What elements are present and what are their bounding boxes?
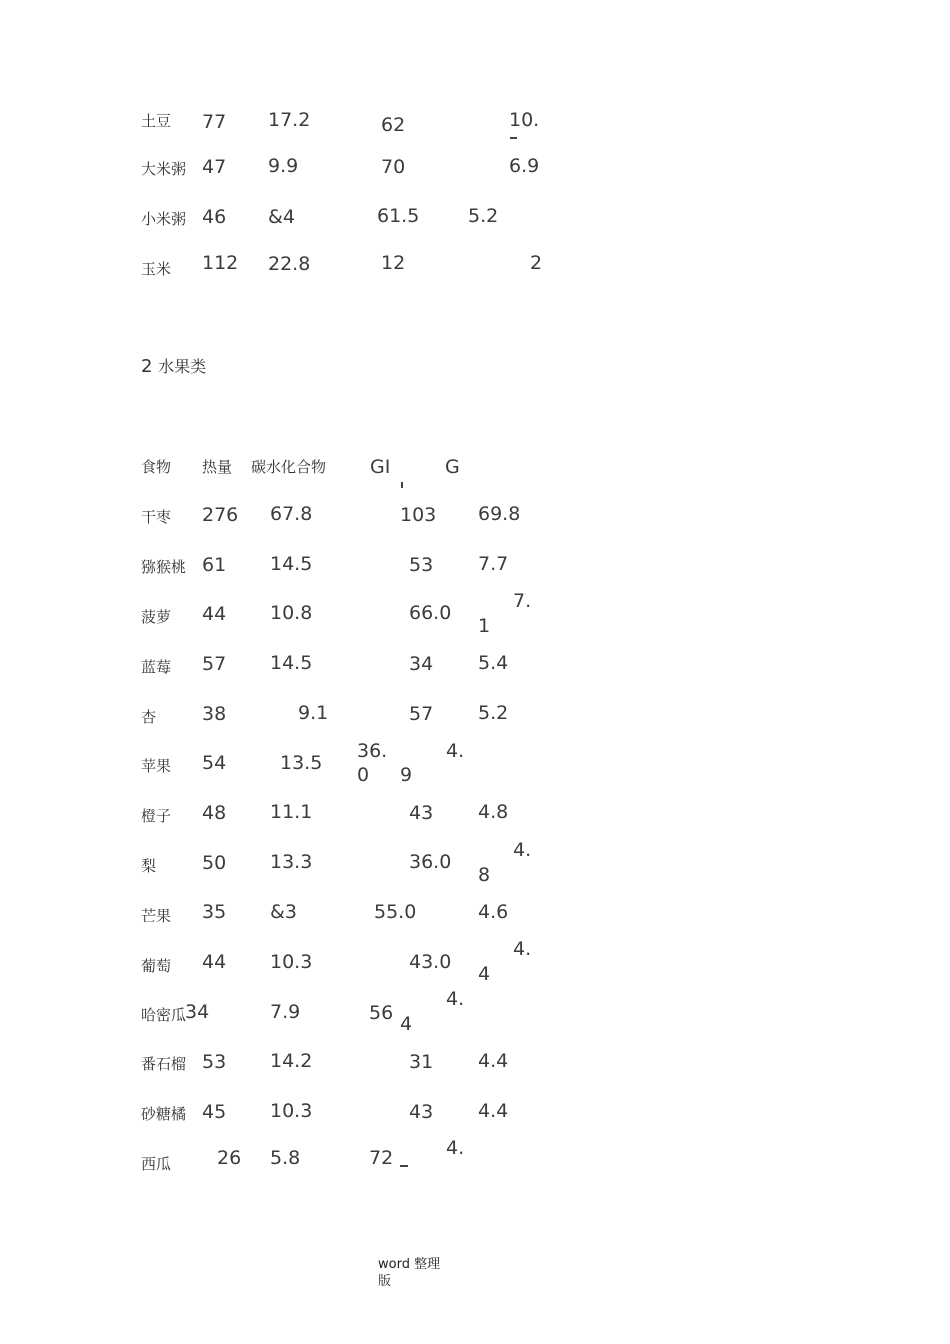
grain-calories: 46 xyxy=(202,206,227,228)
fruit-calories: 48 xyxy=(202,802,227,824)
fruit-carbs: 11.1 xyxy=(270,801,313,823)
fruit-name: 橙子 xyxy=(141,807,172,825)
fruit-gl: 4. xyxy=(446,1137,465,1159)
fruit-name: 杏 xyxy=(141,708,157,726)
fruit-calories: 54 xyxy=(202,752,227,774)
fruit-gl-part: 4. xyxy=(513,839,532,861)
fruit-name: 葡萄 xyxy=(141,957,172,975)
fruit-carbs: 14.2 xyxy=(270,1050,313,1072)
fruit-name: 哈密瓜 xyxy=(141,1006,187,1024)
fruit-carbs: 5.8 xyxy=(270,1147,301,1169)
fruit-gi: 72 xyxy=(369,1147,394,1169)
fruit-gl: 4.6 xyxy=(478,901,509,923)
grain-name: 大米粥 xyxy=(141,160,187,178)
fruit-gi-part: 0 xyxy=(357,764,370,786)
fruit-gl: 4.4 xyxy=(478,1050,509,1072)
grain-carbs: 17.2 xyxy=(268,109,311,131)
fruit-gi: 43.0 xyxy=(409,951,452,973)
section-title: 水果类 xyxy=(158,357,207,376)
fruit-gi: 43 xyxy=(409,802,434,824)
grain-gl: 10. xyxy=(509,109,540,131)
fruit-gi: 53 xyxy=(409,554,434,576)
grain-gi: 62 xyxy=(381,114,406,136)
fruit-carbs: 10.8 xyxy=(270,602,313,624)
fruit-gi: 31 xyxy=(409,1051,434,1073)
fruit-name: 番石榴 xyxy=(141,1055,187,1073)
section-number: 2 xyxy=(141,356,153,377)
fruit-calories: 44 xyxy=(202,951,227,973)
grain-name: 土豆 xyxy=(141,112,172,130)
grain-gl: 6.9 xyxy=(509,155,540,177)
header-carbs: 碳水化合物 xyxy=(251,458,327,476)
grain-gl: 5.2 xyxy=(468,205,499,227)
grain-gi: 12 xyxy=(381,252,406,274)
fruit-gl: 7.7 xyxy=(478,553,509,575)
fruit-carbs: 7.9 xyxy=(270,1001,301,1023)
fruit-gi: 103 xyxy=(400,504,437,526)
grain-carbs: 9.9 xyxy=(268,155,299,177)
fruit-gi: 66.0 xyxy=(409,602,452,624)
grain-calories: 47 xyxy=(202,156,227,178)
fruit-calories: 44 xyxy=(202,603,227,625)
fruit-calories: 34 xyxy=(185,1001,210,1023)
fruit-gl: 4.8 xyxy=(478,801,509,823)
fruit-gi: 57 xyxy=(409,703,434,725)
footer-line-2: 版 xyxy=(378,1274,392,1289)
fruit-gi: 36.0 xyxy=(409,851,452,873)
fruit-name: 砂糖橘 xyxy=(141,1105,187,1123)
fruit-carbs: 13.5 xyxy=(280,752,323,774)
fruit-carbs: 9.1 xyxy=(298,702,329,724)
fruit-carbs: 13.3 xyxy=(270,851,313,873)
fruit-gl-part: 4 xyxy=(400,1013,413,1035)
fruit-gl: 4.4 xyxy=(478,1100,509,1122)
fruit-gl-part: 4. xyxy=(446,988,465,1010)
fruit-name: 芒果 xyxy=(141,907,172,925)
fruit-carbs: 14.5 xyxy=(270,652,313,674)
fruit-gi: 34 xyxy=(409,653,434,675)
header-gi: GI xyxy=(370,456,391,478)
fruit-name: 苹果 xyxy=(141,757,172,775)
fruit-gl-part: 7. xyxy=(513,590,532,612)
fruit-calories: 45 xyxy=(202,1101,227,1123)
fruit-calories: 50 xyxy=(202,852,227,874)
grain-carbs: &4 xyxy=(268,206,295,228)
fruit-name: 干枣 xyxy=(141,508,172,526)
grain-name: 小米粥 xyxy=(141,210,187,228)
fruit-gl: 5.2 xyxy=(478,702,509,724)
fruit-gl-part: 9 xyxy=(400,764,413,786)
grain-carbs: 22.8 xyxy=(268,253,311,275)
grain-gi: 70 xyxy=(381,156,406,178)
fruit-gl: 69.8 xyxy=(478,503,521,525)
fruit-calories: 35 xyxy=(202,901,227,923)
fruit-name: 猕猴桃 xyxy=(141,558,187,576)
footer-line-1: word 整理 xyxy=(378,1257,441,1272)
grain-name: 玉米 xyxy=(141,260,172,278)
fruit-calories: 26 xyxy=(217,1147,242,1169)
fruit-gl-part: 4 xyxy=(478,963,491,985)
clipped-glyph xyxy=(401,482,403,488)
fruit-gl-part: 1 xyxy=(478,615,491,637)
grain-gl: 2 xyxy=(530,252,543,274)
fruit-name: 菠萝 xyxy=(141,608,172,626)
fruit-name: 蓝莓 xyxy=(141,658,172,676)
clipped-glyph xyxy=(510,137,517,139)
fruit-gl-part: 4. xyxy=(446,740,465,762)
fruit-calories: 61 xyxy=(202,554,227,576)
section-heading xyxy=(141,354,206,377)
header-calories: 热量 xyxy=(202,458,233,476)
fruit-gl-part: 8 xyxy=(478,864,491,886)
fruit-carbs: 10.3 xyxy=(270,951,313,973)
fruit-name: 梨 xyxy=(141,857,157,875)
fruit-calories: 53 xyxy=(202,1051,227,1073)
grain-calories: 112 xyxy=(202,252,239,274)
fruit-gl-part: 4. xyxy=(513,938,532,960)
fruit-carbs: 14.5 xyxy=(270,553,313,575)
fruit-calories: 38 xyxy=(202,703,227,725)
grain-calories: 77 xyxy=(202,111,227,133)
fruit-carbs: &3 xyxy=(270,901,297,923)
fruit-gi-part: 36. xyxy=(357,740,388,762)
fruit-gi: 43 xyxy=(409,1101,434,1123)
fruit-carbs: 10.3 xyxy=(270,1100,313,1122)
fruit-gl: 5.4 xyxy=(478,652,509,674)
fruit-calories: 57 xyxy=(202,653,227,675)
fruit-gi: 56 xyxy=(369,1002,394,1024)
fruit-carbs: 67.8 xyxy=(270,503,313,525)
header-food: 食物 xyxy=(141,458,172,476)
clipped-glyph xyxy=(400,1165,408,1167)
fruit-calories: 276 xyxy=(202,504,239,526)
page-footer xyxy=(378,1256,440,1290)
fruit-gi: 55.0 xyxy=(374,901,417,923)
header-gl: G xyxy=(445,456,460,478)
grain-gi: 61.5 xyxy=(377,205,420,227)
fruit-name: 西瓜 xyxy=(141,1155,172,1173)
